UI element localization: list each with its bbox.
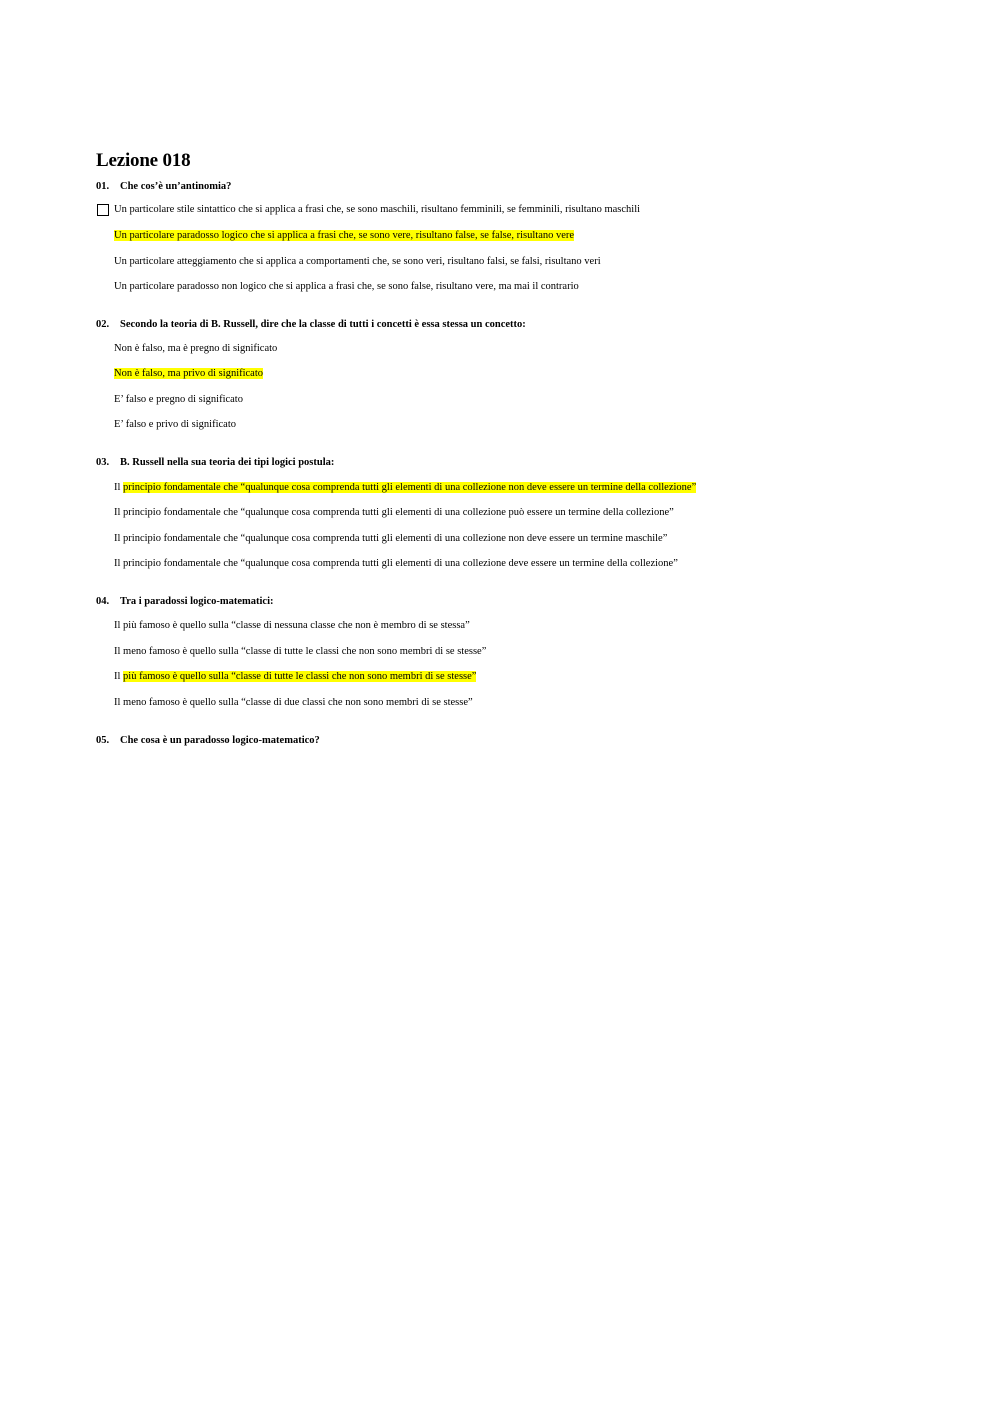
answer-highlight: più famoso è quello sulla “classe di tutte le classi che non sono membri di se stesse” (123, 671, 477, 682)
answer-02-a (114, 342, 277, 355)
answer-text: Non è falso, ma è pregno di significato (114, 343, 278, 354)
answer-03-a (114, 481, 696, 494)
question-02 (96, 319, 526, 330)
answer-text: Il meno famoso è quello sulla “classe di tutte le classi che non sono membri di se stesse” (114, 646, 487, 657)
answer-text: E’ falso e pregno di significato (114, 394, 243, 405)
question-number: 02. (96, 319, 110, 330)
answer-04-a (114, 619, 470, 632)
question-number: 05. (96, 735, 110, 746)
question-03 (96, 457, 334, 468)
answer-03-b (114, 506, 674, 519)
answer-prefix: Il (114, 671, 124, 682)
lesson-title: Lezione 018 (96, 150, 191, 171)
question-number: 03. (96, 457, 110, 468)
answer-text: Il principio fondamentale che “qualunque cosa comprenda tutti gli elementi di una collezione non deve essere un termine maschile” (114, 533, 668, 544)
answer-text: Il meno famoso è quello sulla “classe di due classi che non sono membri di se stesse” (114, 697, 473, 708)
answer-text: Il principio fondamentale che “qualunque cosa comprenda tutti gli elementi di una collezione può essere un termine della collezione” (114, 507, 674, 518)
question-01 (96, 181, 231, 192)
answer-text: E’ falso e privo di significato (114, 419, 236, 430)
answer-01-c (114, 255, 601, 268)
answer-highlight: principio fondamentale che “qualunque cosa comprenda tutti gli elementi di una collezione non deve essere un termine della collezione” (123, 482, 697, 493)
answer-04-d (114, 696, 473, 709)
question-text: Secondo la teoria di B. Russell, dire che la classe di tutti i concetti è essa stessa un concetto: (120, 319, 526, 330)
answer-02-c (114, 393, 243, 406)
answer-03-d (114, 557, 678, 570)
question-number: 04. (96, 596, 110, 607)
question-text: Che cosa è un paradosso logico-matematico? (120, 735, 320, 746)
answer-04-c (114, 670, 476, 683)
answer-01-d (114, 280, 579, 293)
question-text: B. Russell nella sua teoria dei tipi logici postula: (120, 457, 335, 468)
question-text: Che cos’è un’antinomia? (120, 181, 232, 192)
question-number: 01. (96, 181, 110, 192)
question-05 (96, 735, 320, 746)
question-text: Tra i paradossi logico-matematici: (120, 596, 274, 607)
answer-01-a (114, 203, 640, 216)
answer-02-b (114, 367, 263, 380)
answer-04-b (114, 645, 486, 658)
answer-02-d (114, 418, 236, 431)
answer-text: Un particolare stile sintattico che si applica a frasi che, se sono maschili, risultano femminili, se femminili, risultano maschili (114, 204, 641, 215)
answer-prefix: Il (114, 482, 124, 493)
answer-text: Un particolare atteggiamento che si applica a comportamenti che, se sono veri, risultano falsi, se falsi, risultano veri (114, 256, 601, 267)
answer-03-c (114, 532, 667, 545)
answer-text: Un particolare paradosso non logico che si applica a frasi che, se sono false, risultano vere, ma mai il contrario (114, 281, 579, 292)
answer-text: Il principio fondamentale che “qualunque cosa comprenda tutti gli elementi di una collezione deve essere un termine della collezione” (114, 558, 678, 569)
answer-01-b (114, 229, 574, 242)
answer-highlight: Un particolare paradosso logico che si applica a frasi che, se sono vere, risultano false, se false, risultano vere (114, 230, 575, 241)
answer-highlight: Non è falso, ma privo di significato (114, 368, 264, 379)
answer-text: Il più famoso è quello sulla “classe di nessuna classe che non è membro di se stessa” (114, 620, 470, 631)
checkbox-icon[interactable] (97, 204, 109, 216)
question-04 (96, 596, 274, 607)
